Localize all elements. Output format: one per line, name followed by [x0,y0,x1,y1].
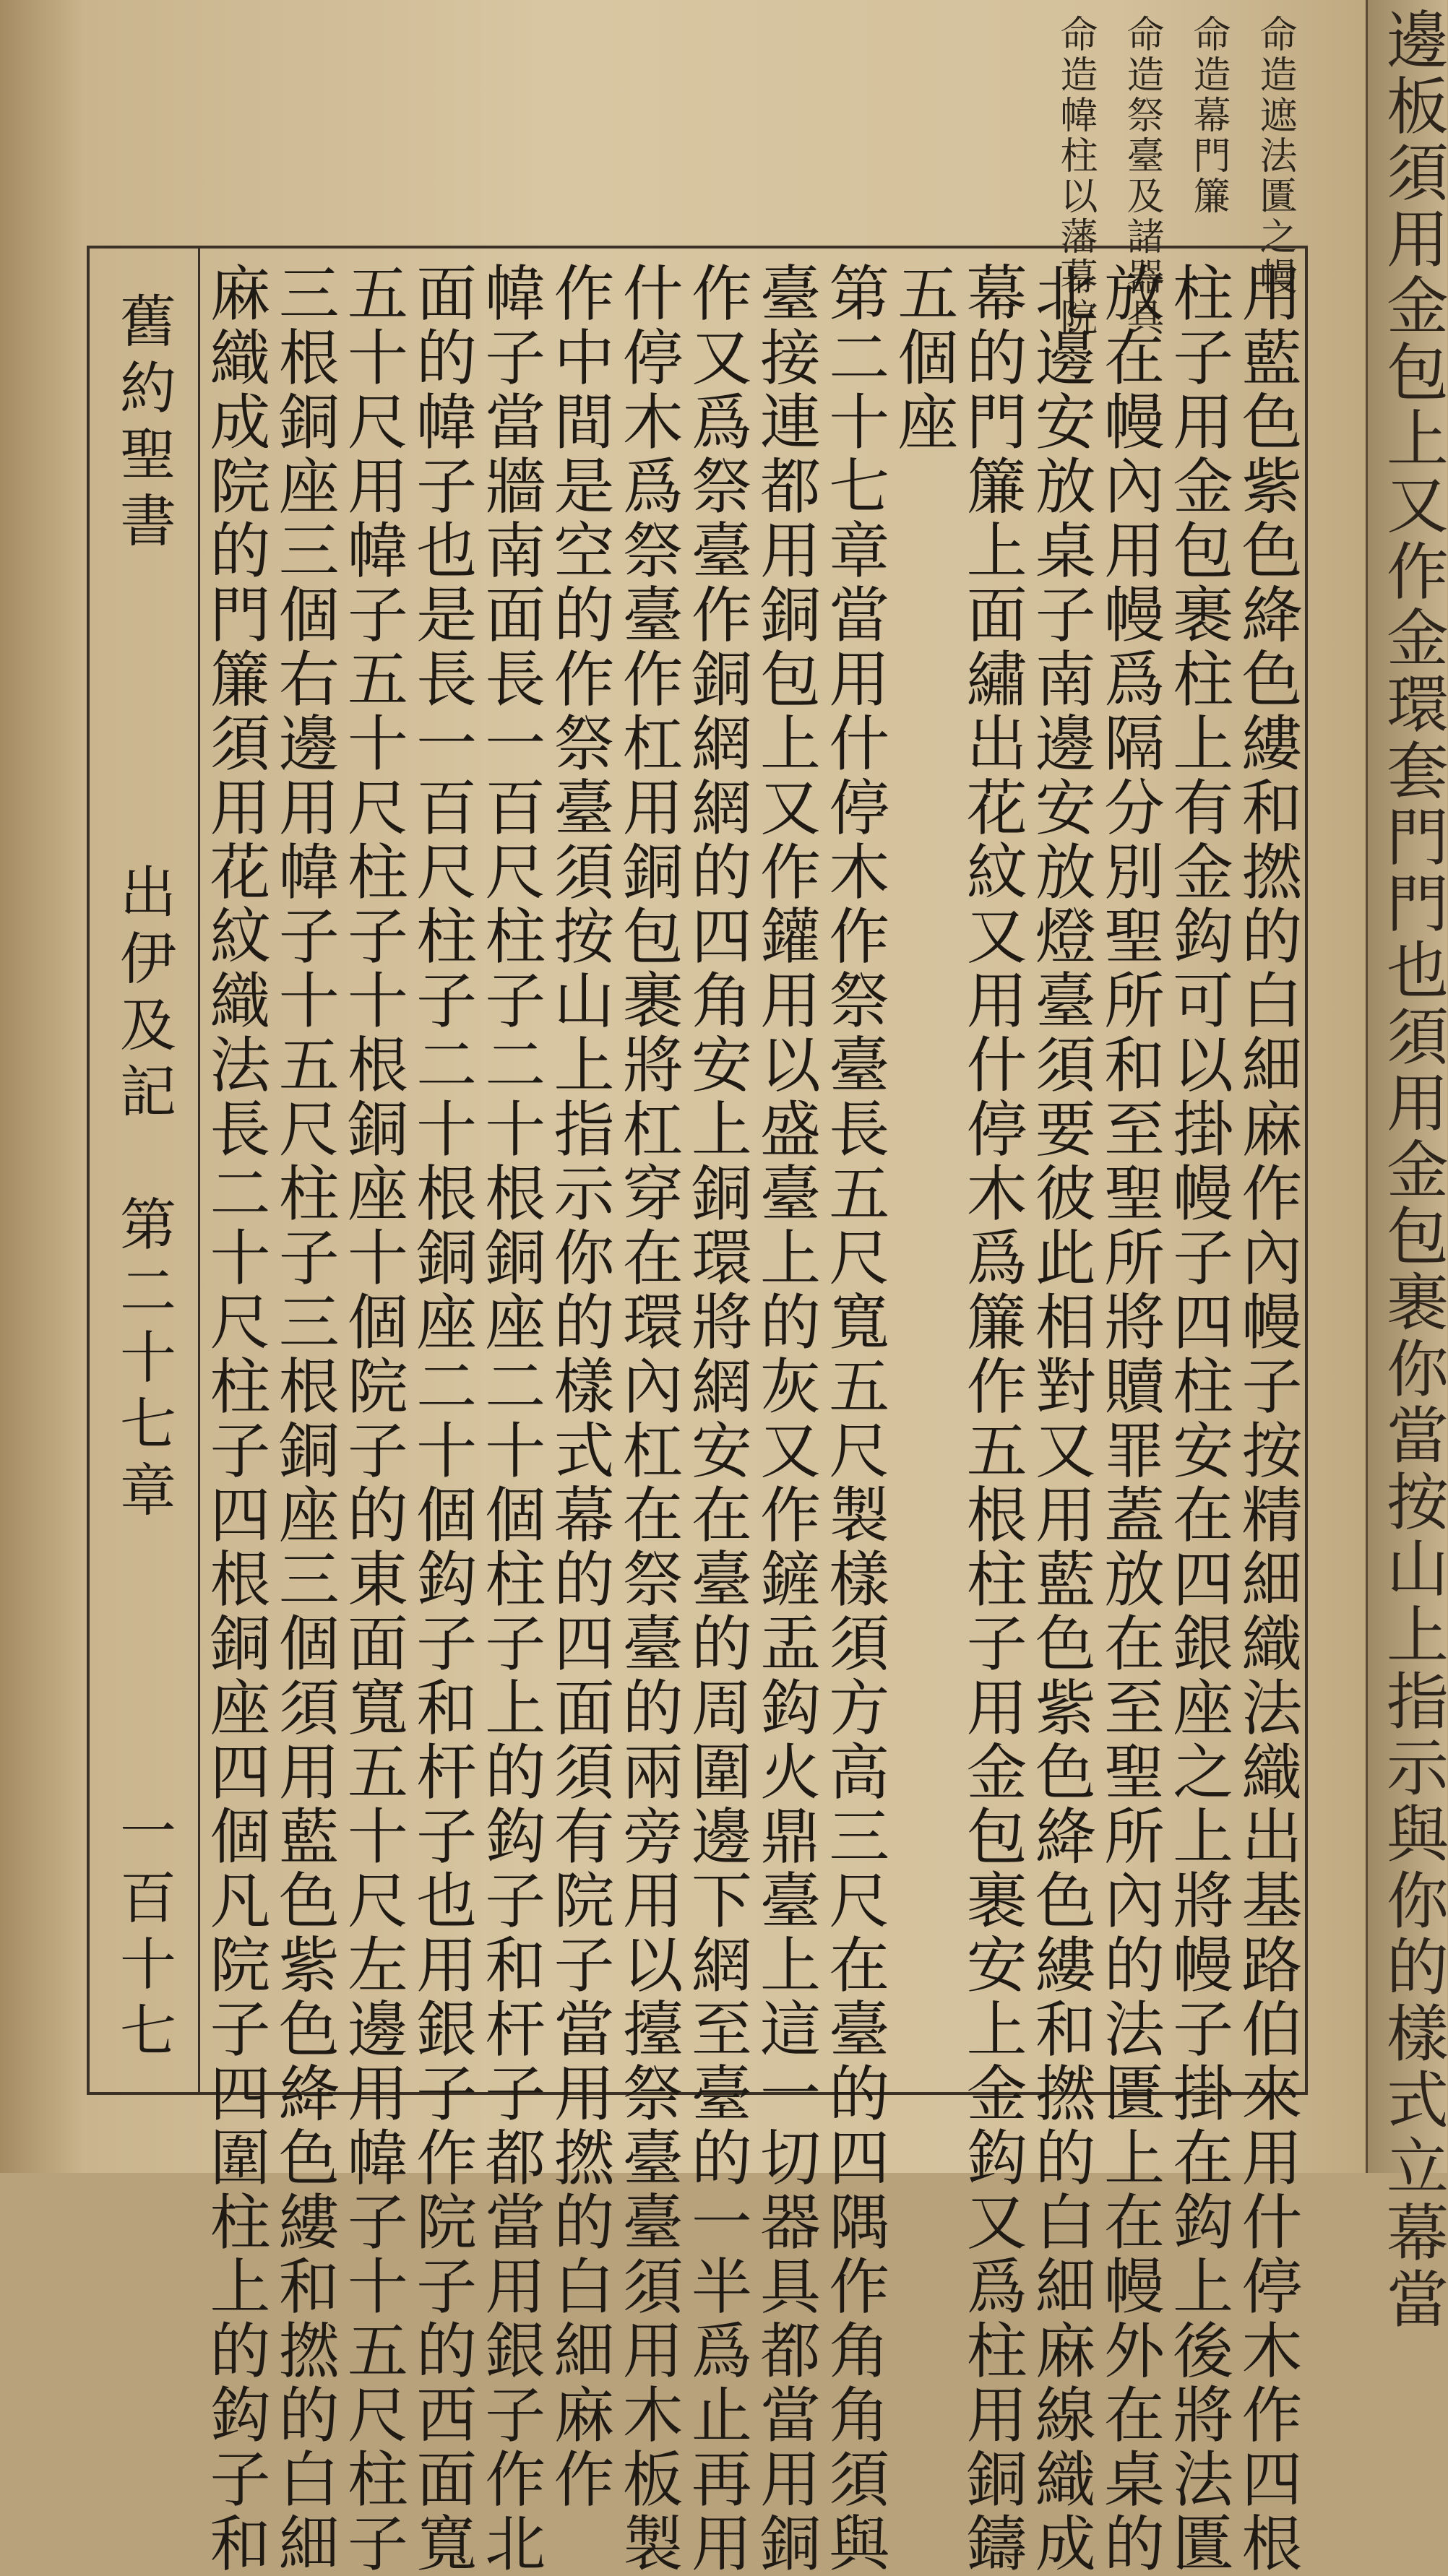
text-column: 用藍色紫色絳色縷和撚的白細麻作內幔子按精細織法織出基路伯來用什停木作四根 [1231,262,1303,2576]
head-note: 命造祭臺及諸器具 [1120,14,1163,338]
show-through-text [159,7,195,43]
book-chapter [111,863,176,1527]
book-title: 舊約聖書 [111,292,176,558]
text-column: 臺接連都用銅包上又作鑵用以盛臺上的灰又作鏟盂鈎火鼎臺上這一切器具都當用銅 [750,262,822,2576]
text-column: 五個座 [887,262,959,454]
adjacent-page-text: 邊板須用金包上又作金環套門門也須用金包裹你當按山上指示與你的樣式立幕當 [1376,7,1448,2333]
text-column: 麻織成院的門簾須用花紋織法長二十尺柱子四根銅座四個凡院子四圍柱上的鈎子和 [200,262,271,2576]
text-column: 面的幃子也是長一百尺柱子二十根銅座二十個鈎子和杆子也用銀子作院子的西面寬 [406,262,478,2576]
head-note: 命造遮法匱之幔 [1253,14,1296,298]
text-column: 三根銅座三個右邊用幃子十五尺柱子三根銅座三個須用藍色紫色絳色縷和撚的白細 [269,262,340,2576]
text-column: 五十尺用幃子五十尺柱子十根銅座十個院子的東面寬五十尺左邊用幃子十五尺柱子 [337,262,409,2576]
running-header [90,248,200,2092]
text-column: 幃子當牆南面長一百尺柱子二十根銅座二十個柱子上的鈎子和杆子都當用銀子作北 [475,262,546,2576]
text-column: 什停木爲祭臺作杠用銅包裹將杠穿在環內杠在祭臺的兩旁用以擡祭臺臺須用木板製 [613,262,684,2576]
head-notes [390,14,1296,338]
text-column: 第二十七章當用什停木作祭臺長五尺寬五尺製樣須方高三尺在臺的四隅作角角須與 [819,262,890,2576]
text-column: 幕的門簾上面繡出花紋又用什停木爲簾作五根柱子用金包裹安上金鈎又爲柱用銅鑄 [957,262,1028,2576]
page-number: 一百十七 [111,1802,176,2067]
text-column: 柱子用金包裹柱上有金鈎可以掛幔子四柱安在四銀座之上將幔子掛在鈎上後將法匱 [1163,262,1234,2576]
head-note: 命造幕門簾 [1186,14,1230,217]
chapter-number: 第二十七章 [111,1195,176,1527]
head-note: 命造幃柱以藩幕院 [1053,14,1097,338]
text-column: 作中間是空的作祭臺須按山上指示你的樣式幕的四面須有院子當用撚的白細麻作 [543,262,615,2512]
adjacent-page-edge [1366,0,1448,2333]
body-text [200,262,1303,2576]
text-column: 北邊安放桌子南邊安放燈臺須要彼此相對又用藍色紫色絳色縷和撚的白細麻線織成 [1025,262,1097,2576]
text-column: 放在幔內用幔爲隔分別聖所和至聖所將贖罪蓋放在至聖所內的法匱上在幔外在桌的 [1094,262,1165,2576]
text-column: 作又爲祭臺作銅網網的四角安上銅環將網安在臺的周圍邊下網至臺的一半爲止再用 [681,262,753,2576]
book-name: 出伊及記 [111,863,176,1128]
text-frame [87,246,1308,2576]
